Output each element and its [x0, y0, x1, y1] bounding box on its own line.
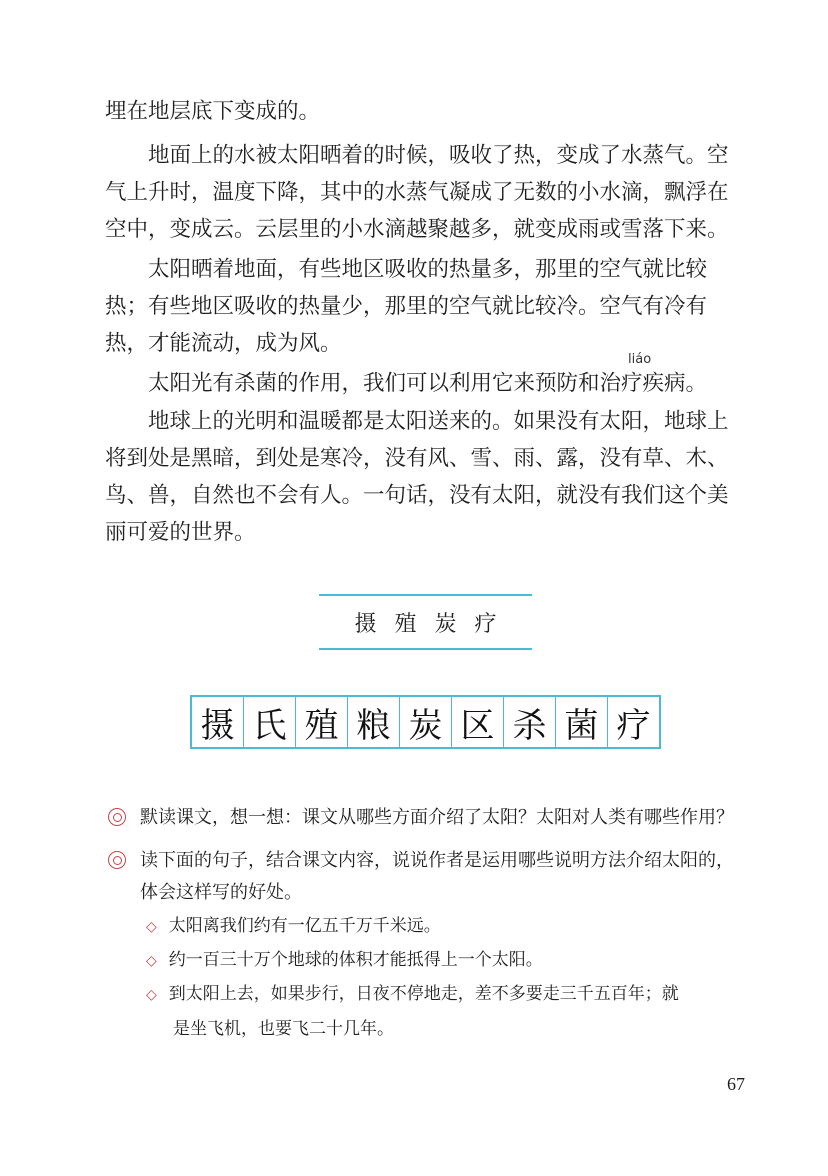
example-sentence-3 [146, 977, 756, 1046]
write-word: 殖 [394, 611, 417, 637]
question-2 [108, 845, 758, 909]
text-line: 地球上的光明和温暖都是太阳送来的。如果没有太阳，地球上 [105, 409, 729, 434]
paragraph-5 [105, 403, 747, 551]
grid-cell: 粮 [348, 697, 400, 747]
example-sentence-1 [146, 909, 756, 944]
sentence-text: 到太阳上去，如果步行，日夜不停地走，差不多要走三千五百年；就 [168, 984, 679, 1004]
grid-cell: 炭 [400, 697, 452, 747]
grid-cell: 疗 [616, 705, 651, 746]
paragraph-4 [105, 365, 747, 402]
text-line: 将到处是黑暗，到处是寒冷，没有风、雪、雨、露，没有草、木、 [105, 446, 729, 471]
text-line: 鸟、兽，自然也不会有人。一句话，没有太阳，就没有我们这个美 [105, 483, 729, 508]
paragraph-3 [105, 251, 747, 362]
paragraph-1 [105, 93, 747, 130]
write-word: 炭 [434, 611, 457, 637]
diamond-icon: ◇ [146, 987, 157, 1003]
question-text: 默读课文，想一想：课文从哪些方面介绍了太阳？太阳对人类有哪些作用？ [140, 807, 734, 828]
character-grid [190, 695, 661, 749]
paragraph-2 [105, 137, 747, 248]
text-line: 气上升时，温度下降，其中的水蒸气凝成了无数的小水滴，飘浮在 [105, 180, 729, 205]
text-line: 太阳晒着地面，有些地区吸收的热量多，那里的空气就比较 [105, 257, 708, 282]
question-text: 体会这样写的好处。 [140, 882, 302, 903]
grid-cell: 摄 [192, 697, 244, 747]
grid-cell: 区 [452, 697, 504, 747]
text-line: 太阳光有杀菌的作用，我们可以利用它来预防和治疗疾病。 [105, 371, 708, 396]
grid-cell: 氏 [244, 697, 296, 747]
text-line: 热；有些地区吸收的热量少，那里的空气就比较冷。空气有冷有 [105, 294, 708, 319]
page-number: 67 [727, 1074, 745, 1094]
question-text: 读下面的句子，结合课文内容，说说作者是运用哪些说明方法介绍太阳的， [140, 850, 734, 871]
sentence-text: 约一百三十万个地球的体积才能抵得上一个太阳。 [168, 950, 543, 970]
red-seal-circle-icon [108, 808, 126, 826]
grid-cell: 杀 [504, 697, 556, 747]
write-words-box [319, 594, 532, 650]
diamond-icon: ◇ [146, 953, 157, 969]
diamond-icon: ◇ [146, 919, 157, 935]
text-line: 埋在地层底下变成的。 [105, 99, 321, 124]
example-sentence-2 [146, 943, 756, 978]
write-word: 疗 [474, 611, 497, 637]
sentence-text: 是坐飞机，也要飞二十几年。 [173, 1019, 394, 1039]
text-line: 地面上的水被太阳晒着的时候，吸收了热，变成了水蒸气。空 [105, 143, 729, 168]
pinyin-annotation: liáo [628, 352, 652, 367]
text-line: 空中，变成云。云层里的小水滴越聚越多，就变成雨或雪落下来。 [105, 217, 729, 242]
text-line: 丽可爱的世界。 [105, 520, 256, 545]
grid-cell: 殖 [296, 697, 348, 747]
text-line: 热，才能流动，成为风。 [105, 331, 342, 356]
sentence-text: 太阳离我们约有一亿五千万千米远。 [168, 916, 441, 936]
red-seal-circle-icon [108, 851, 126, 869]
question-1 [108, 802, 758, 834]
grid-cell: 菌 [556, 697, 608, 747]
write-word: 摄 [354, 611, 377, 637]
